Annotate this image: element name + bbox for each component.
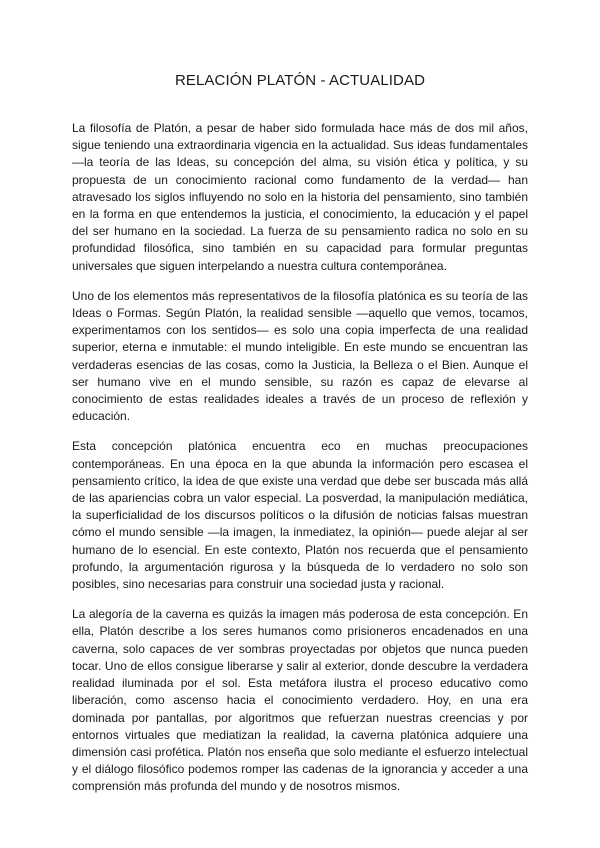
document-title: RELACIÓN PLATÓN - ACTUALIDAD — [174, 72, 426, 89]
document-body — [72, 120, 528, 809]
paragraph-1: La filosofía de Platón, a pesar de haber sido formulada hace más de dos mil años, sigue teniendo una extraordinaria vigencia en la actualidad. Sus ideas fundamentales —la teoría de las Ideas, su concepción del alma, su visión ética y política, y su propuesta de un conocimiento racional como fundamento de la verdad— han atravesado los siglos influyendo no solo en la historia del pensamiento, sino también en la forma en que entendemos la justicia, el conocimiento, la educación y el papel del ser humano en la sociedad. La fuerza de su pensamiento radica no solo en su profundidad filosófica, sino también en su capacidad para formular preguntas universales que siguen interpelando a nuestra cultura contemporánea. — [72, 121, 528, 273]
paragraph-4: La alegoría de la caverna es quizás la imagen más poderosa de esta concepción. En ella, Platón describe a los seres humanos como prisioneros encadenados en una caverna, solo capaces de ver sombras proyectadas por objetos que nunca pueden tocar. Uno de ellos consigue liberarse y salir al exterior, donde descubre la verdadera realidad iluminada por el sol. Esta metáfora ilustra el proceso educativo como liberación, como ascenso hacia el conocimiento verdadero. Hoy, en una era dominada por pantallas, por algoritmos que refuerzan nuestras creencias y por entornos virtuales que mediatizan la realidad, la caverna platónica adquiere una dimensión casi profética. Platón nos enseña que solo mediante el esfuerzo intelectual y el diálogo filosófico podemos romper las cadenas de la ignorancia y acceder a una comprensión más profunda del mundo y de nosotros mismos. — [72, 607, 528, 794]
paragraph-3: Esta concepción platónica encuentra eco en muchas preocupaciones contemporáneas. En una época en la que abunda la información pero escasea el pensamiento crítico, la idea de que existe una verdad que debe ser buscada más allá de las apariencias cobra un valor especial. La posverdad, la manipulación mediática, la superficialidad de los discursos políticos o la difusión de noticias falsas muestran cómo el mundo sensible —la imagen, la inmediatez, la opinión— puede alejar al ser humano de lo esencial. En este contexto, Platón nos recuerda que el pensamiento profundo, la argumentación rigurosa y la búsqueda de lo verdadero no solo son posibles, sino necesarias para construir una sociedad justa y racional. — [72, 439, 528, 592]
paragraph-2: Uno de los elementos más representativos de la filosofía platónica es su teoría de las Ideas o Formas. Según Platón, la realidad sensible —aquello que vemos, tocamos, experimentamos con los sentidos— es solo una copia imperfecta de una realidad superior, eterna e inmutable: el mundo inteligible. En este mundo se encuentran las verdaderas esencias de las cosas, como la Justicia, la Belleza o el Bien. Aunque el ser humano vive en el mundo sensible, su razón es capaz de elevarse al conocimiento de estas realidades ideales a través de un proceso de reflexión y educación. — [72, 288, 528, 424]
